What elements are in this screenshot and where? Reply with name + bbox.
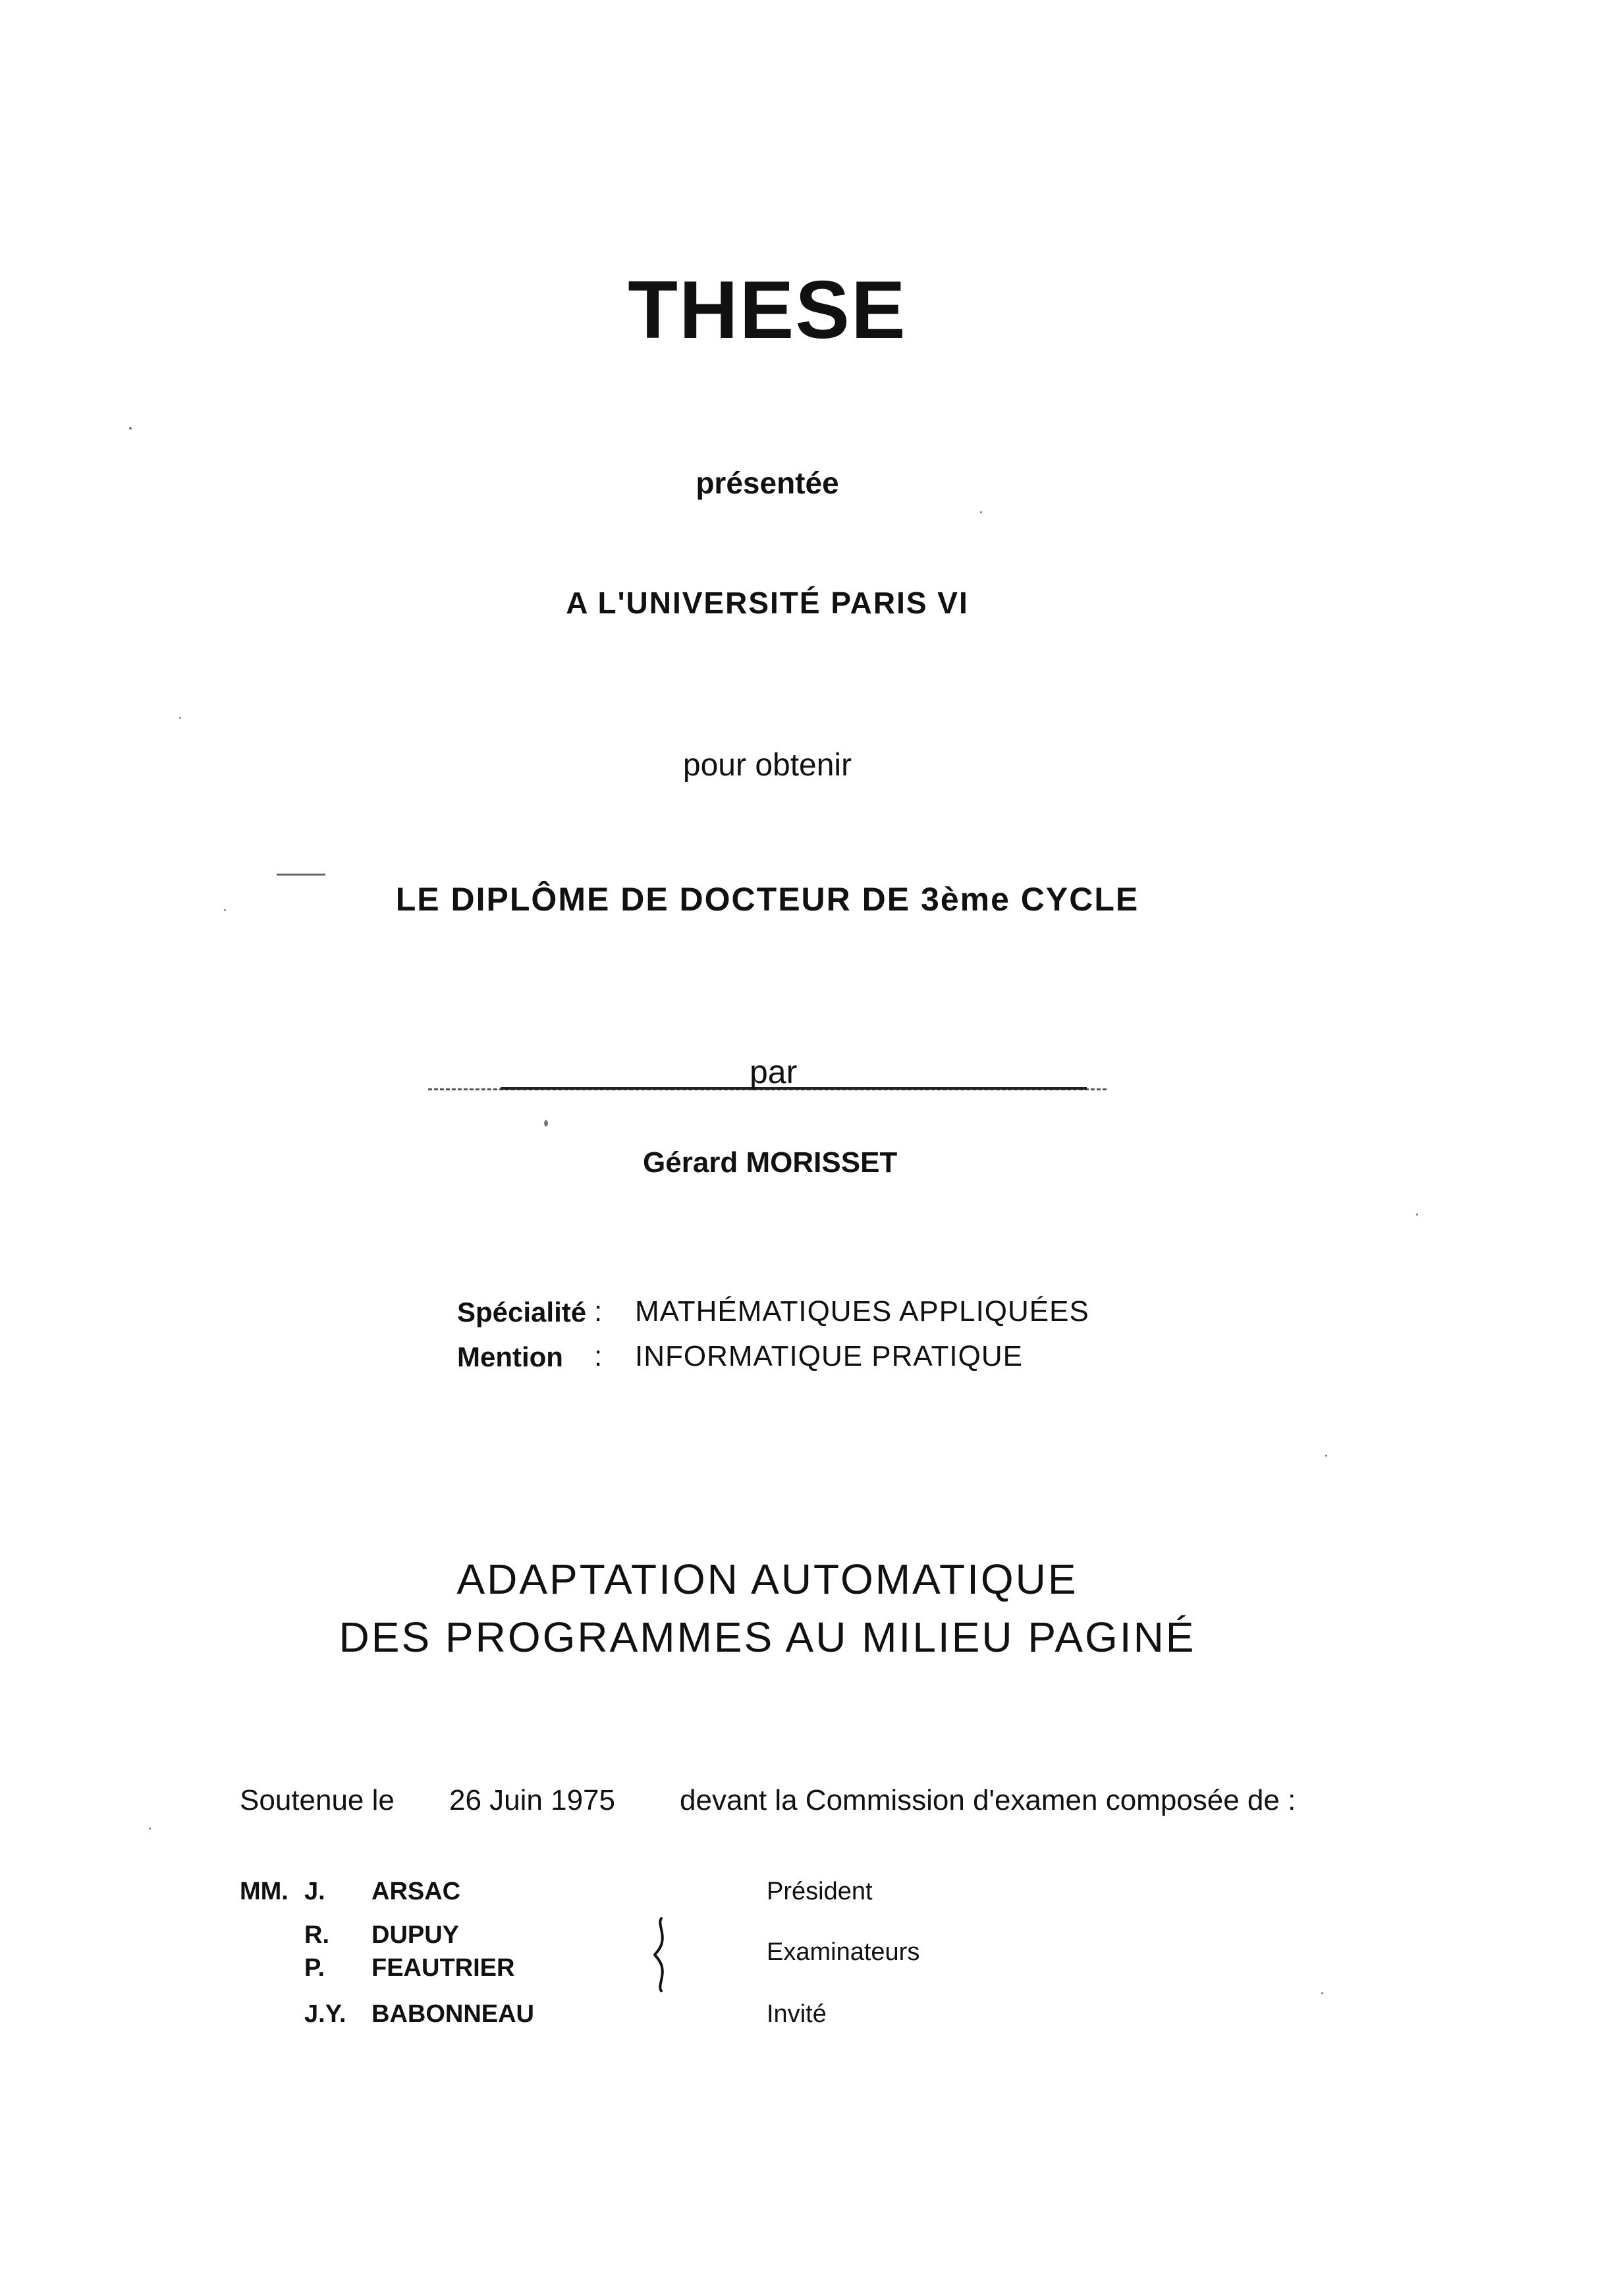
jury-role-president: Président bbox=[767, 1878, 873, 1905]
author-name: Gérard MORISSET bbox=[643, 1146, 898, 1179]
defense-committee-text: devant la Commission d'examen composée de : bbox=[680, 1784, 1296, 1816]
university-name: A L'UNIVERSITÉ PARIS VI bbox=[566, 586, 969, 620]
scan-speck bbox=[1321, 1992, 1323, 1994]
jury-name: DUPUY bbox=[371, 1921, 460, 1949]
jury-role-guest: Invité bbox=[767, 2000, 827, 2028]
specialty-value: MATHÉMATIQUES APPLIQUÉES bbox=[635, 1295, 1089, 1328]
presented-line: présentée bbox=[696, 466, 839, 500]
scan-speck bbox=[149, 1828, 151, 1830]
jury-name: ARSAC bbox=[371, 1878, 461, 1905]
scan-speck bbox=[129, 427, 132, 430]
specialty-colon: : bbox=[594, 1295, 603, 1328]
jury-name: BABONNEAU bbox=[371, 2000, 534, 2028]
jury-initials: P. bbox=[304, 1954, 325, 1982]
jury-prefix: MM. bbox=[240, 1878, 288, 1905]
brace-icon bbox=[652, 1916, 676, 1994]
document-title: THESE bbox=[628, 265, 907, 356]
mention-label: Mention bbox=[457, 1341, 563, 1372]
specialty-label: Spécialité bbox=[457, 1297, 587, 1328]
jury-name: FEAUTRIER bbox=[371, 1954, 515, 1982]
scan-speck bbox=[980, 511, 982, 513]
mention-colon: : bbox=[594, 1340, 603, 1372]
scan-mark bbox=[277, 874, 325, 876]
mention-value: INFORMATIQUE PRATIQUE bbox=[635, 1340, 1023, 1372]
scan-speck bbox=[544, 1120, 548, 1127]
scan-speck bbox=[1325, 1455, 1327, 1457]
jury-initials: J. bbox=[304, 1878, 325, 1905]
thesis-subject-line-1: ADAPTATION AUTOMATIQUE bbox=[456, 1555, 1078, 1603]
by-label: par bbox=[750, 1053, 798, 1090]
scan-speck bbox=[179, 717, 181, 719]
diploma-name: LE DIPLÔME DE DOCTEUR DE 3ème CYCLE bbox=[395, 881, 1139, 918]
thesis-subject-line-2: DES PROGRAMMES AU MILIEU PAGINÉ bbox=[339, 1613, 1196, 1661]
scan-speck bbox=[1416, 1214, 1418, 1216]
defense-label: Soutenue le bbox=[240, 1784, 395, 1816]
jury-role-examiners: Examinateurs bbox=[767, 1938, 920, 1966]
jury-initials: R. bbox=[304, 1921, 329, 1949]
jury-initials: J.Y. bbox=[304, 2000, 346, 2028]
obtain-line: pour obtenir bbox=[682, 748, 852, 783]
defense-date: 26 Juin 1975 bbox=[449, 1784, 615, 1816]
